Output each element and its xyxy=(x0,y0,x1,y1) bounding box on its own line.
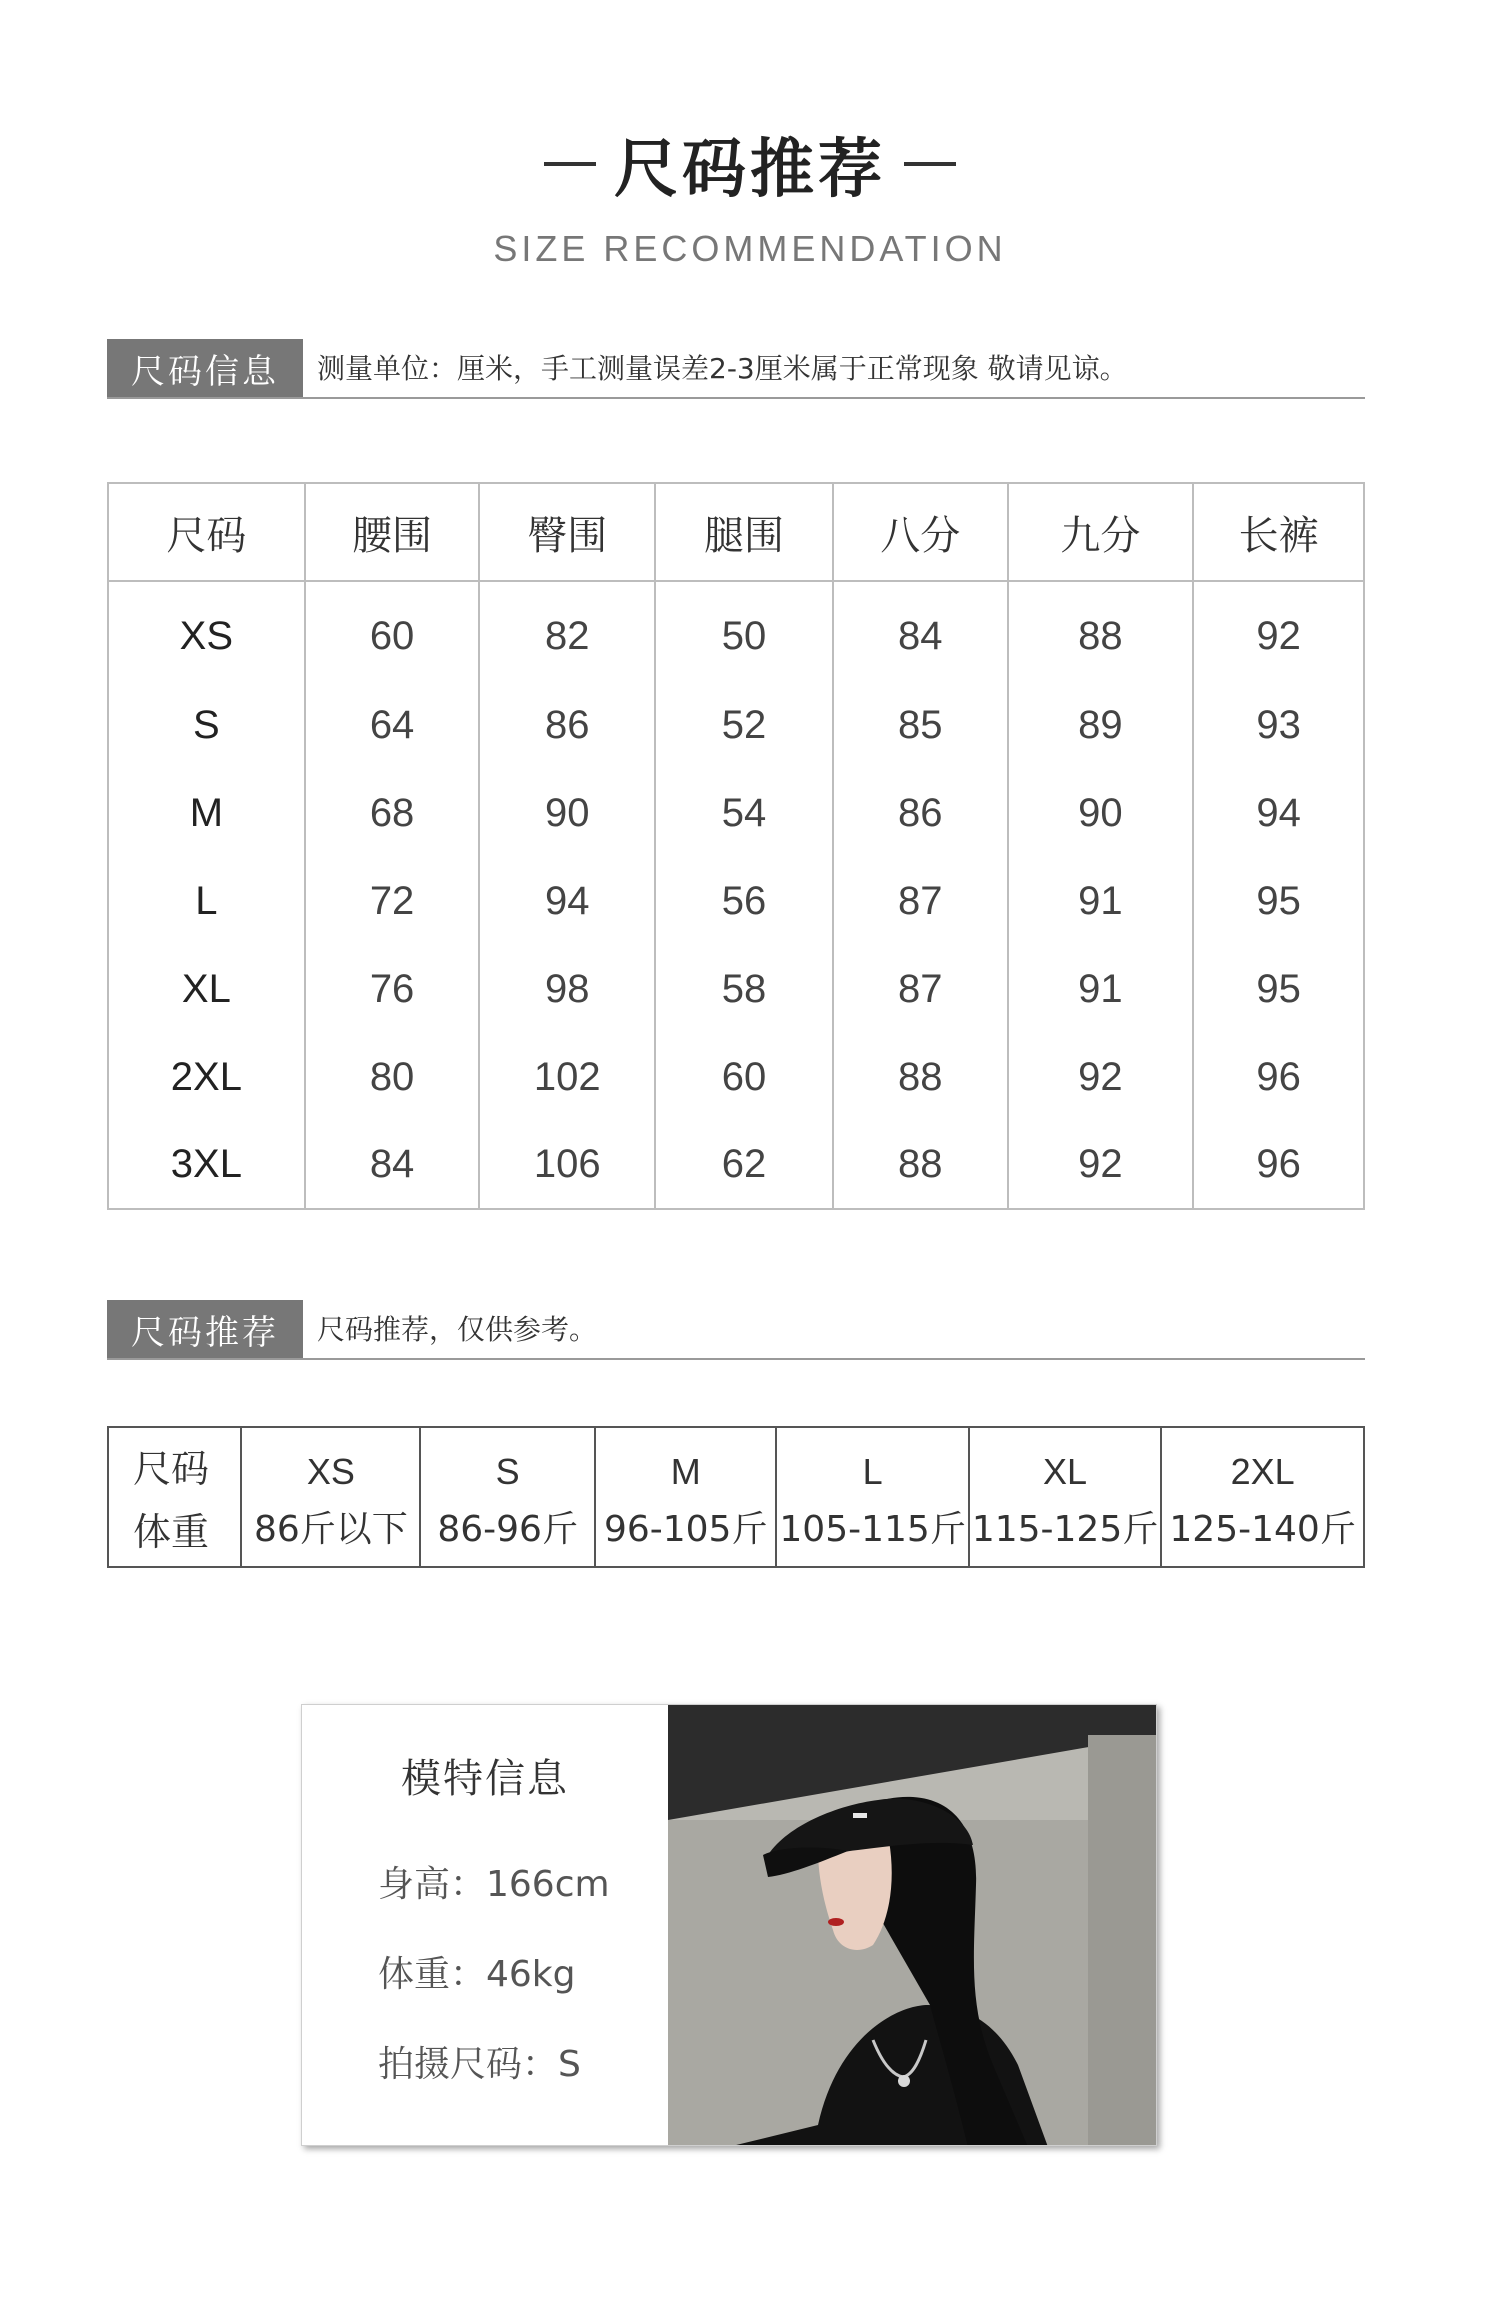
table-cell: 76 xyxy=(305,945,480,1033)
recommend-tag: 尺码推荐 xyxy=(107,1300,303,1358)
recommend-weight-row xyxy=(108,1499,1364,1567)
table-cell: 88 xyxy=(1008,581,1194,681)
table-cell: 93 xyxy=(1193,681,1364,769)
table-cell: 102 xyxy=(479,1033,655,1121)
table-row xyxy=(108,581,1364,681)
size-table xyxy=(107,482,1365,1210)
size-cell: M xyxy=(108,769,305,857)
table-cell: 94 xyxy=(479,857,655,945)
model-height: 身高：166cm xyxy=(378,1864,610,1905)
table-cell: 58 xyxy=(655,945,833,1033)
recommend-weight: 115-125斤 xyxy=(969,1499,1161,1567)
table-cell: 84 xyxy=(305,1121,480,1209)
column-header: 尺码 xyxy=(108,483,305,581)
model-size: 拍摄尺码：S xyxy=(378,2044,581,2085)
model-photo-illustration xyxy=(668,1705,1156,2145)
table-cell: 50 xyxy=(655,581,833,681)
table-cell: 92 xyxy=(1008,1121,1194,1209)
model-photo xyxy=(668,1705,1156,2145)
page-subtitle: SIZE RECOMMENDATION xyxy=(493,228,1007,269)
recommend-size: XS xyxy=(241,1427,420,1499)
table-row xyxy=(108,1033,1364,1121)
size-info-tag: 尺码信息 xyxy=(107,339,303,397)
table-row xyxy=(108,769,1364,857)
recommend-weight: 86-96斤 xyxy=(420,1499,595,1567)
page-title: 尺码推荐 xyxy=(614,133,886,207)
table-cell: 80 xyxy=(305,1033,480,1121)
column-header: 八分 xyxy=(833,483,1008,581)
table-cell: 56 xyxy=(655,857,833,945)
model-weight: 体重：46kg xyxy=(378,1954,576,1995)
column-header: 九分 xyxy=(1008,483,1194,581)
table-cell: 95 xyxy=(1193,945,1364,1033)
size-table-header-row xyxy=(108,483,1364,581)
model-card xyxy=(301,1704,1157,2146)
column-header: 腿围 xyxy=(655,483,833,581)
table-cell: 60 xyxy=(305,581,480,681)
table-row xyxy=(108,945,1364,1033)
table-cell: 98 xyxy=(479,945,655,1033)
title-dash-right xyxy=(904,162,956,166)
column-header: 臀围 xyxy=(479,483,655,581)
table-cell: 68 xyxy=(305,769,480,857)
row-label: 体重 xyxy=(133,1510,210,1554)
table-row xyxy=(108,681,1364,769)
column-header: 腰围 xyxy=(305,483,480,581)
table-cell: 106 xyxy=(479,1121,655,1209)
table-cell: 91 xyxy=(1008,945,1194,1033)
recommend-weight: 96-105斤 xyxy=(595,1499,776,1567)
table-cell: 86 xyxy=(479,681,655,769)
table-cell: 91 xyxy=(1008,857,1194,945)
size-cell: 2XL xyxy=(108,1033,305,1121)
recommend-size: 2XL xyxy=(1161,1427,1364,1499)
size-info-note: 测量单位：厘米，手工测量误差2-3厘米属于正常现象 敬请见谅。 xyxy=(317,352,1128,385)
model-title: 模特信息 xyxy=(401,1756,569,1802)
table-cell: 90 xyxy=(479,769,655,857)
table-cell: 88 xyxy=(833,1121,1008,1209)
recommend-weight: 105-115斤 xyxy=(776,1499,968,1567)
size-cell: 3XL xyxy=(108,1121,305,1209)
table-cell: 82 xyxy=(479,581,655,681)
column-header: 长裤 xyxy=(1193,483,1364,581)
table-cell: 54 xyxy=(655,769,833,857)
recommend-weight: 86斤以下 xyxy=(241,1499,420,1567)
table-cell: 95 xyxy=(1193,857,1364,945)
table-cell: 96 xyxy=(1193,1033,1364,1121)
recommend-size-row xyxy=(108,1427,1364,1499)
row-label: 尺码 xyxy=(133,1449,210,1491)
recommend-table xyxy=(107,1426,1365,1568)
size-cell: L xyxy=(108,857,305,945)
size-cell: XS xyxy=(108,581,305,681)
page-header xyxy=(0,118,1500,270)
table-cell: 92 xyxy=(1193,581,1364,681)
table-cell: 85 xyxy=(833,681,1008,769)
table-cell: 64 xyxy=(305,681,480,769)
size-cell: S xyxy=(108,681,305,769)
recommend-size: L xyxy=(776,1427,968,1499)
table-cell: 89 xyxy=(1008,681,1194,769)
table-cell: 96 xyxy=(1193,1121,1364,1209)
table-cell: 72 xyxy=(305,857,480,945)
table-cell: 90 xyxy=(1008,769,1194,857)
table-cell: 94 xyxy=(1193,769,1364,857)
recommend-weight: 125-140斤 xyxy=(1161,1499,1364,1567)
recommend-size: XL xyxy=(969,1427,1161,1499)
model-info xyxy=(302,1705,668,2145)
title-dash-left xyxy=(544,162,596,166)
table-row xyxy=(108,1121,1364,1209)
table-row xyxy=(108,857,1364,945)
recommend-note: 尺码推荐，仅供参考。 xyxy=(317,1313,598,1346)
table-cell: 87 xyxy=(833,857,1008,945)
recommend-size: S xyxy=(420,1427,595,1499)
size-cell: XL xyxy=(108,945,305,1033)
recommend-header xyxy=(107,1302,1365,1360)
table-cell: 52 xyxy=(655,681,833,769)
table-cell: 60 xyxy=(655,1033,833,1121)
title-row xyxy=(0,118,1500,210)
recommend-size: M xyxy=(595,1427,776,1499)
table-cell: 92 xyxy=(1008,1033,1194,1121)
table-cell: 84 xyxy=(833,581,1008,681)
size-info-header xyxy=(107,341,1365,399)
table-cell: 87 xyxy=(833,945,1008,1033)
table-cell: 88 xyxy=(833,1033,1008,1121)
table-cell: 62 xyxy=(655,1121,833,1209)
table-cell: 86 xyxy=(833,769,1008,857)
